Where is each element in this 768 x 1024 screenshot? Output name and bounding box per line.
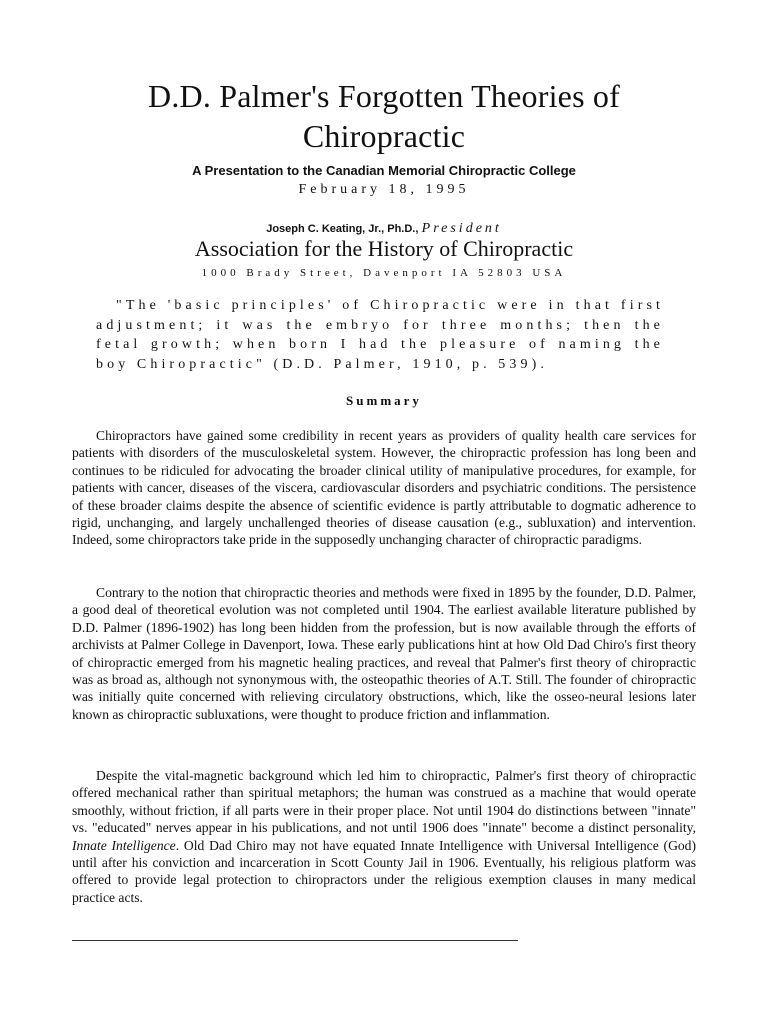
document-page (72, 0, 696, 1024)
document-subtitle: A Presentation to the Canadian Memorial Chiropractic College (192, 163, 576, 178)
footnote-separator (72, 940, 518, 941)
document-title: D.D. Palmer's Forgotten Theories of Chiropractic (148, 78, 620, 154)
presentation-date: February 18, 1995 (298, 182, 470, 197)
paragraph-3-text-start: Despite the vital-magnetic background which led him to chiropractic, Palmer's first theory of chiropractic offered mechanical rather than spiritual metaphors; the human was construed as a machine that would operate smoothly, without friction, if all parts were in their proper place. Not until 1904 do distinctions between "innate" vs. "educated" nerves appear in his publications, and not until 1906 does "innate" become a distinct personality, (72, 768, 696, 836)
summary-paragraph-2: Contrary to the notion that chiropractic theories and methods were fixed in 1895 by the founder, D.D. Palmer, a good deal of theoretical evolution was not completed until 1904. The earliest available literature published by D.D. Palmer (1896-1902) has long been hidden from the profession, but is now available through the efforts of archivists at Palmer College in Davenport, Iowa. These early publications hint at how Old Dad Chiro's first theory of chiropractic emerged from his magnetic healing practices, and reveal that Palmer's first theory of chiropractic was as broad as, although not synonymous with, the osteopathic theories of A.T. Still. The founder of chiropractic was initially quite concerned with relieving circulatory obstructions, which, like the osseo-neural lesions later known as chiropractic subluxations, were thought to produce friction and inflammation. (72, 585, 696, 722)
organization-address: 1000 Brady Street, Davenport IA 52803 USA (201, 267, 567, 279)
summary-paragraph-1: Chiropractors have gained some credibility in recent years as providers of quality health care services for patients with disorders of the musculoskeletal system. However, the chiropractic profession has long been and continues to be ridiculed for advocating the broader clinical utility of manipulative procedures, for example, for patients with cancer, diseases of the viscera, cardiovascular disorders and psychiatric conditions. The persistence of these broader claims despite the absence of scientific evidence is partly attributable to dogmatic adherence to rigid, unchanging, and largely unchallenged theories of disease causation (e.g., subluxation) and intervention. Indeed, some chiropractors take pride in the supposedly unchanging character of chiropractic paradigms. (72, 428, 696, 548)
summary-heading: Summary (346, 393, 422, 408)
organization-name: Association for the History of Chiropractic (194, 236, 574, 261)
innate-intelligence-term: Innate Intelligence (72, 837, 176, 853)
epigraph-quote: "The 'basic principles' of Chiropractic were in that first adjustment; it was the embryo for three months; then the fetal growth; when born I had the pleasure of naming the boy Chiropractic" (D.D. Palmer, 1910, p. 539). (96, 298, 664, 372)
author-role: President (421, 221, 502, 236)
summary-paragraph-3 (72, 767, 696, 906)
author-name: Joseph C. Keating, Jr., Ph.D., (266, 223, 419, 235)
paragraph-3-text-end: . Old Dad Chiro may not have equated Innate Intelligence with Universal Intelligence (God) until after his conviction and incarceration in Scott County Jail in 1906. Eventually, his religious platform was offered to provide legal protection to chiropractors under the religious exemption clauses in many medical practice acts. (72, 837, 697, 905)
